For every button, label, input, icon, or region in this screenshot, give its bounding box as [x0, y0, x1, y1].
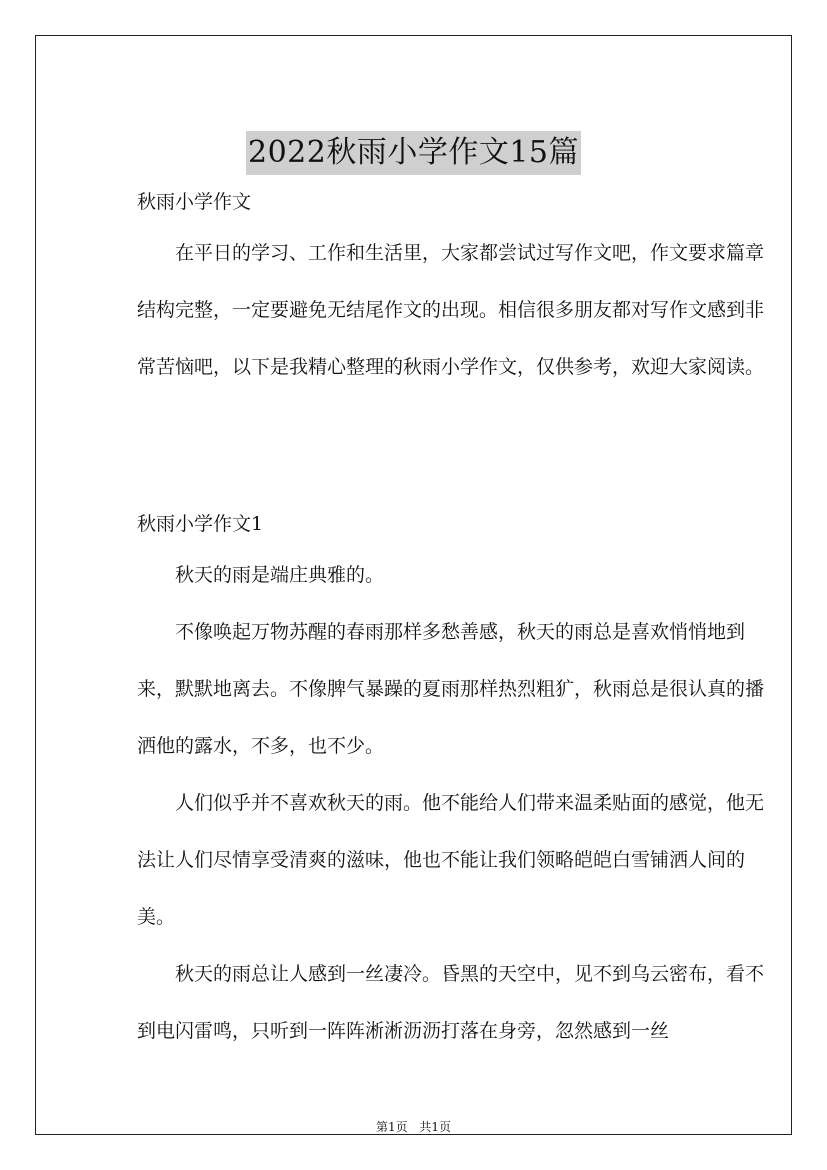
paragraph-2: 不像唤起万物苏醒的春雨那样多愁善感，秋天的雨总是喜欢悄悄地到来，默默地离去。不像脾气暴躁的夏雨那样热烈粗犷，秋雨总是很认真的播洒他的露水，不多，也不少。 — [137, 621, 765, 757]
document-page — [35, 35, 792, 1135]
section-heading: 秋雨小学作文 — [137, 191, 252, 213]
page-footer — [36, 1119, 791, 1135]
paragraph-1: 秋天的雨是端庄典雅的。 — [175, 564, 385, 586]
document-title: 2022秋雨小学作文15篇 — [246, 131, 581, 175]
intro-paragraph: 在平日的学习、工作和生活里，大家都尝试过写作文吧，作文要求篇章结构完整，一定要避免无结尾作文的出现。相信很多朋友都对写作文感到非常苦恼吧，以下是我精心整理的秋雨小学作文，仅供参考，欢迎大家阅读。 — [137, 242, 765, 378]
paragraph-4: 秋天的雨总让人感到一丝凄冷。昏黑的天空中，见不到乌云密布，看不到电闪雷鸣，只听到一阵阵淅淅沥沥打落在身旁，忽然感到一丝 — [137, 963, 765, 1042]
page-total: 共1页 — [419, 1120, 452, 1134]
paragraph-3: 人们似乎并不喜欢秋天的雨。他不能给人们带来温柔贴面的感觉，他无法让人们尽情享受清爽的滋味，他也不能让我们领略皑皑白雪铺洒人间的美。 — [137, 792, 765, 928]
essay-heading: 秋雨小学作文1 — [137, 513, 264, 535]
page-number: 第1页 — [375, 1120, 408, 1134]
title-container — [36, 131, 791, 175]
